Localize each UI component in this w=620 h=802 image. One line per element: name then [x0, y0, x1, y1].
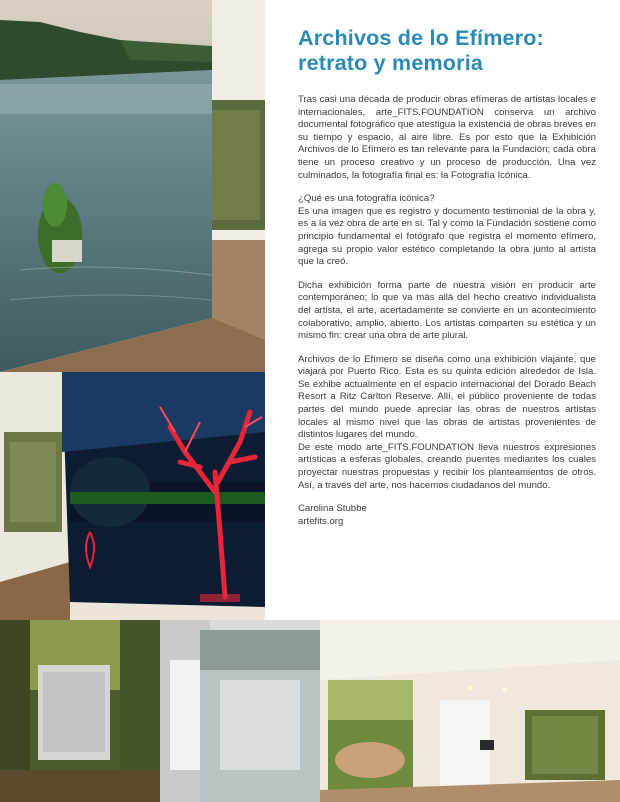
paragraph-exhibition: Archivos de lo Efímero se diseña como una exhibición viajante, que viajará por Puerto Rico. Esta es su quinta edición alrededor de Isla. Se exhibe actualmente en el espacio internacional del Dorado Beach Resort a Ritz Carlton Reserve. Allí, el público proveniente de todas partes del mundo puede apreciar las obras de nuestros artistas locales al mismo nivel que las obras de artistas provenientes de distintos lugares del mundo. — [298, 353, 596, 441]
signature — [298, 503, 596, 528]
red-tree-installation-photo — [0, 372, 265, 620]
forest-installation-photo — [0, 620, 160, 802]
paragraph-intro: Tras casi una década de producir obras efímeras de artistas locales e internacionales, arte_FITS.FOUNDATION conserva un archivo documental fotográfico que atestigua la existencia de obras breves en su tiempo y espacio, al aire libre. Es por esto que la Exhibición Archivos de lo Efímero es tan relevante para la Fundación; cada obra tiene un proceso creativo y un proceso de producción. Una vez culminados, la fotografía final es: la Fotografía Icónica. — [298, 94, 596, 181]
article-title — [298, 26, 596, 76]
title-line-2: retrato y memoria — [298, 51, 484, 75]
article — [298, 26, 596, 528]
paragraph-global: De este modo arte_FITS.FOUNDATION lleva nuestros expresiones artísticas a esferas globales, creando puentes mediantes los cuales proyectar nuestras propuestas y recibir los planteamientos de otros. Así, a través del arte, nos hacemos ciudadanos del mundo. — [298, 441, 596, 491]
paragraph-vision: Dicha exhibición forma parte de nuestra visión en producir arte contemporáneo; lo que va más allá del hecho creativo individualista del artista, el arte, acertadamente se convierte en un acontecimiento colaborativo, amplio, abierto. Los artistas comparten su estética y un mismo fin: crear una obra de arte plural. — [298, 279, 596, 342]
question-heading: ¿Qué es una fotografía icónica? — [298, 193, 435, 205]
water-print-photo — [160, 620, 320, 802]
paragraph-definition: Es una imagen que es registro y documento testimonial de la obra y, es a la vez obra de arte en sí. Tal y como la Fundación sostiene como principio fundamental el fotógrafo que registra el momento efímero, agrega su propio valor estético completando la obra junto al artista que la creó. — [298, 205, 596, 268]
author-name: Carolina Stubbe — [298, 503, 367, 515]
gallery-room-photo — [320, 620, 620, 802]
title-line-1: Archivos de lo Efímero: — [298, 26, 544, 50]
river-installation-photo — [0, 0, 265, 372]
website-link[interactable]: artefits.org — [298, 515, 344, 527]
